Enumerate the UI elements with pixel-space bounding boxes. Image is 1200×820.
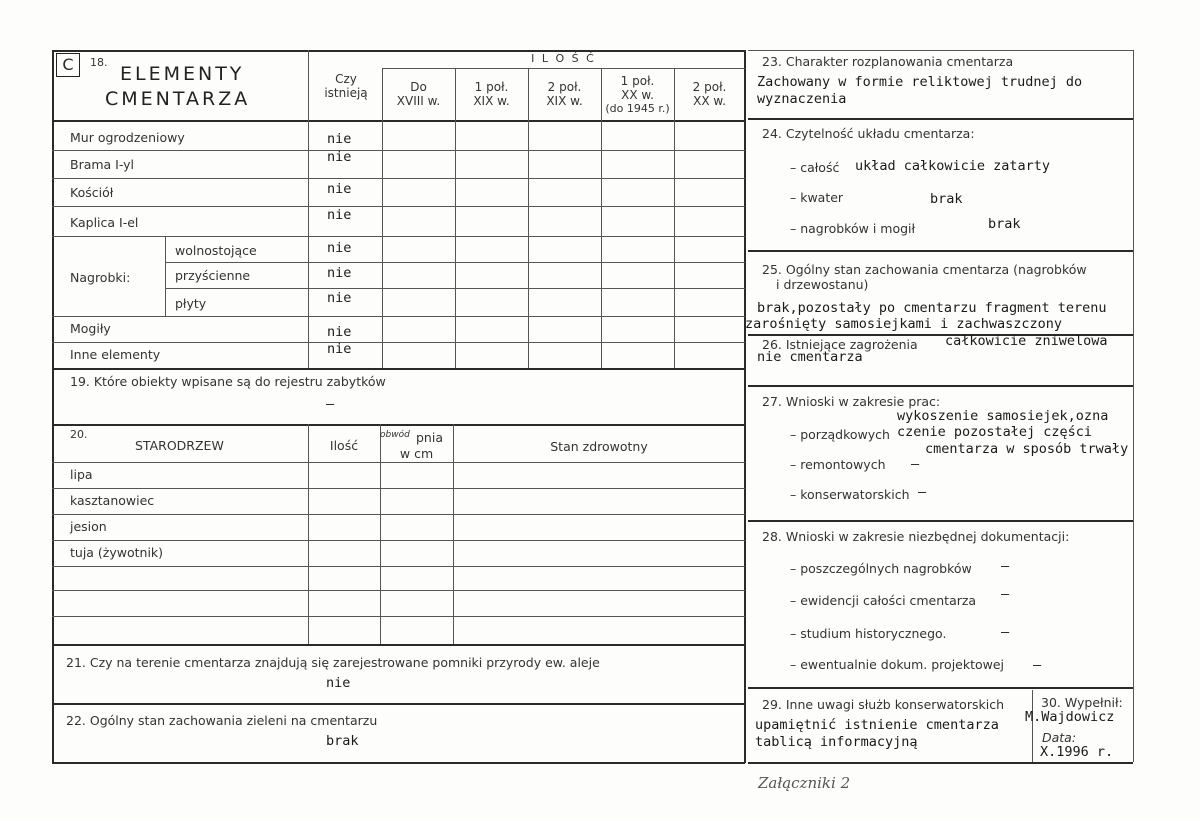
q23-value-1: Zachowany w formie reliktowej trudnej do [757, 74, 1083, 90]
q27-value-1: wykoszenie samosiejek,ozna [897, 408, 1109, 424]
starodrzew-ilosc-header: Ilość [329, 438, 359, 453]
q25-value-2: zarośnięty samosiejkami i zachwaszczony [745, 316, 1062, 332]
q29-label: 29. Inne uwagi służb konserwatorskich [762, 697, 1004, 712]
col-2pol-xix-1: 2 poł. [547, 80, 582, 94]
row-label-przyscienne: przyścienne [175, 268, 251, 283]
q28-item-1-label: – poszczególnych nagrobków [790, 561, 972, 576]
attachments-note: Załączniki 2 [758, 774, 851, 792]
q27-konserwatorskich-value: – [918, 484, 927, 500]
q30-name: M.Wajdowicz [1025, 709, 1115, 725]
field-number-20: 20. [70, 428, 88, 441]
q27-konserwatorskich-label: – konserwatorskich [790, 487, 910, 502]
col-2pol-xx-2: XX w. [693, 94, 726, 108]
q29-value-1: upamiętnić istnienie cmentarza [755, 717, 999, 733]
q27-value-2: czenie pozostałej części [897, 424, 1093, 440]
q29-value-2: tablicą informacyjną [755, 734, 918, 750]
row-value-wolnostojace: nie [327, 240, 352, 256]
tree-tuja: tuja (żywotnik) [70, 545, 164, 560]
row-value-plyty: nie [327, 290, 352, 306]
row-label-mogily: Mogiły [70, 321, 111, 336]
row-value-kaplica: nie [327, 207, 352, 223]
field-number-18: 18. [90, 56, 108, 69]
q25-label-2: i drzewostanu) [776, 277, 869, 292]
row-value-kosciol: nie [327, 181, 352, 197]
col-1pol-xx-1: 1 poł. [620, 74, 655, 88]
section-letter-box [56, 53, 80, 77]
row-label-kosciol: Kościół [70, 185, 114, 200]
row-value-mur: nie [327, 131, 352, 147]
row-label-inne: Inne elementy [70, 347, 161, 362]
q30-data-label: Data: [1042, 730, 1077, 745]
q26-label: 26. Istniejące zagrożenia [762, 337, 918, 352]
q24-nagrobki-value: brak [988, 216, 1021, 232]
q26-value-2: nie cmentarza [757, 349, 863, 365]
row-value-mogily: nie [327, 324, 352, 340]
section-letter: C [62, 55, 74, 74]
q21-label: 21. Czy na terenie cmentarza znajdują się zarejestrowane pomniki przyrody ew. aleje [66, 655, 600, 670]
q30-date: X.1996 r. [1040, 744, 1114, 760]
q23-label: 23. Charakter rozplanowania cmentarza [762, 54, 1014, 69]
row-value-inne: nie [327, 341, 352, 357]
tree-lipa: lipa [70, 467, 93, 482]
title-line-1: ELEMENTY [120, 63, 245, 85]
q25-label-1: 25. Ogólny stan zachowania cmentarza (nagrobków [762, 262, 1087, 277]
q21-value: nie [326, 675, 351, 691]
q27-label: 27. Wnioski w zakresie prac: [762, 394, 941, 409]
title-line-2: CMENTARZA [105, 88, 251, 110]
row-label-kaplica: Kaplica I-el [70, 215, 139, 230]
q24-kwater-label: – kwater [790, 190, 844, 205]
q27-remontowych-label: – remontowych [790, 457, 886, 472]
q30-label: 30. Wypełnił: [1041, 695, 1123, 710]
nagrobki-label: Nagrobki: [70, 270, 131, 285]
col-1pol-xx-2: XX w. [621, 88, 654, 102]
q26-value-1: całkowicie zniwelowa [945, 333, 1108, 349]
starodrzew-obwod: obwód [380, 430, 410, 440]
row-label-brama: Brama I-yl [70, 157, 135, 172]
starodrzew-wcm: w cm [399, 446, 434, 461]
ilosc-header: I L O Ś Ć [531, 52, 596, 65]
row-label-wolnostojace: wolnostojące [175, 243, 257, 258]
q28-item-3-value: – [1001, 624, 1010, 640]
row-value-przyscienne: nie [327, 265, 352, 281]
col-do-xviii-1: Do [410, 80, 427, 94]
q28-item-1-value: – [1001, 558, 1010, 574]
q28-item-2-value: – [1001, 586, 1010, 602]
q22-label: 22. Ogólny stan zachowania zieleni na cmentarzu [66, 713, 378, 728]
q24-calosc-label: – całość [790, 160, 840, 175]
tree-jesion: jesion [70, 519, 107, 534]
col-2pol-xix-2: XIX w. [546, 94, 583, 108]
col-exists-1: Czy [335, 72, 357, 86]
col-1pol-xix-1: 1 poł. [474, 80, 509, 94]
q27-porzadkowych-label: – porządkowych [790, 427, 890, 442]
q24-kwater-value: brak [930, 191, 963, 207]
q28-item-3-label: – studium historycznego. [790, 626, 947, 641]
q24-label: 24. Czytelność układu cmentarza: [762, 126, 975, 141]
q28-item-4-label: – ewentualnie dokum. projektowej [790, 657, 1005, 672]
col-1pol-xix-2: XIX w. [473, 94, 510, 108]
row-value-brama: nie [327, 149, 352, 165]
starodrzew-pnia: pnia [416, 430, 443, 445]
q28-item-4-value: – [1033, 657, 1042, 673]
q23-value-2: wyznaczenia [757, 91, 847, 107]
col-1pol-xx-3: (do 1945 r.) [605, 102, 670, 115]
col-exists-2: istnieją [324, 86, 368, 100]
q24-nagrobki-label: – nagrobków i mogił [790, 221, 916, 236]
starodrzew-stan-header: Stan zdrowotny [550, 439, 648, 454]
row-label-mur: Mur ogrodzeniowy [70, 130, 185, 145]
q24-calosc-value: układ całkowicie zatarty [855, 158, 1051, 174]
row-label-plyty: płyty [175, 296, 207, 311]
q28-label: 28. Wnioski w zakresie niezbędnej dokumentacji: [762, 529, 1070, 544]
q19-label: 19. Które obiekty wpisane są do rejestru zabytków [70, 374, 386, 389]
col-do-xviii-2: XVIII w. [396, 94, 441, 108]
q27-value-3: cmentarza w sposób trwały [925, 441, 1129, 457]
q28-item-2-label: – ewidencji całości cmentarza [790, 593, 977, 608]
tree-kasztanowiec: kasztanowiec [70, 493, 155, 508]
q25-value-1: brak,pozostały po cmentarzu fragment terenu [757, 300, 1107, 316]
q22-value: brak [326, 733, 359, 749]
q19-value: – [326, 396, 335, 412]
starodrzew-title: STARODRZEW [135, 438, 224, 453]
q27-remontowych-value: – [911, 456, 920, 472]
col-2pol-xx-1: 2 poł. [692, 80, 727, 94]
